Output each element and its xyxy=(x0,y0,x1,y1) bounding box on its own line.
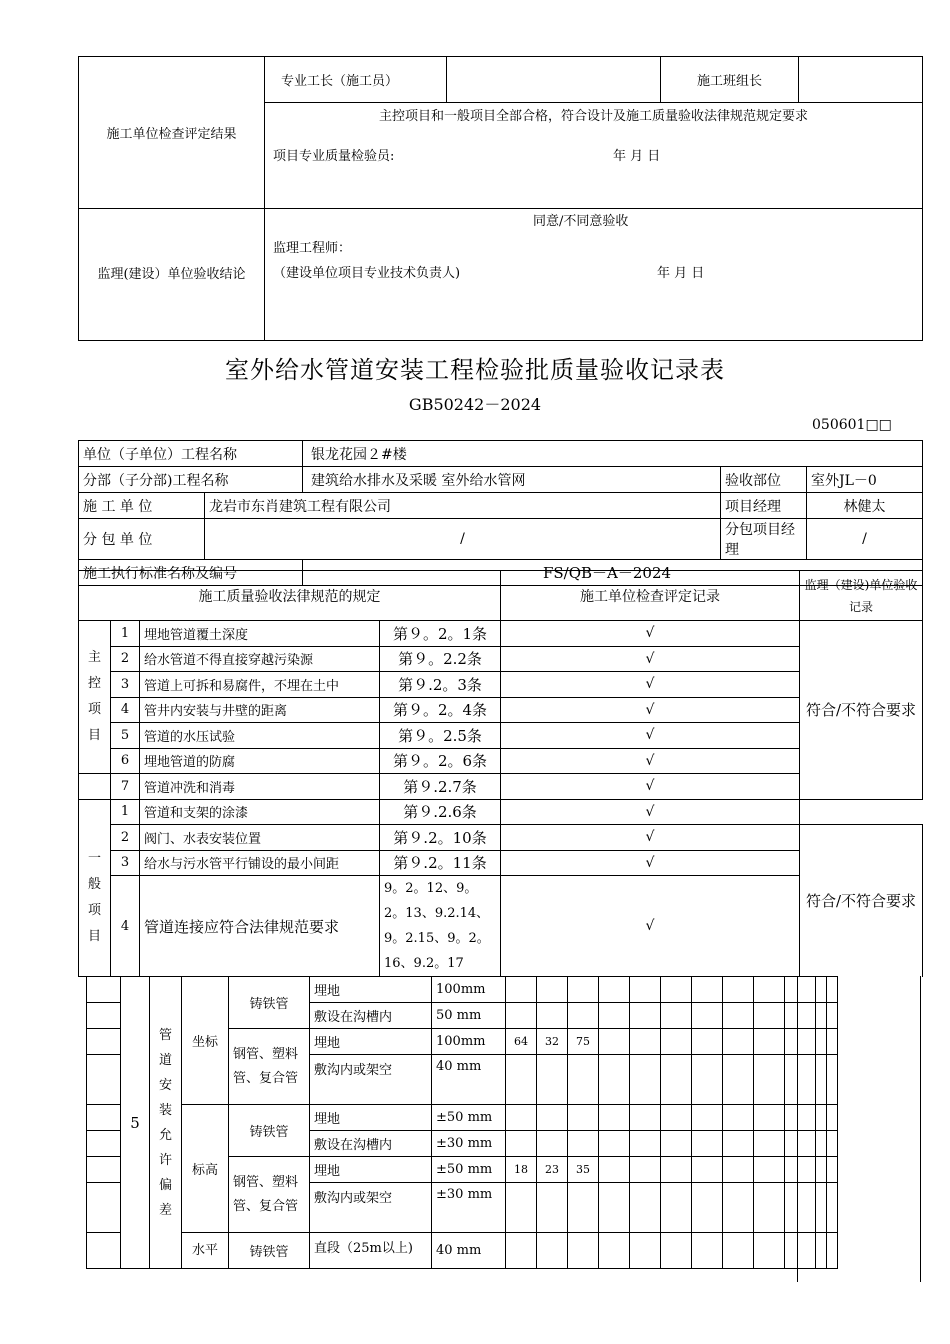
allowed-value: ±30 mm xyxy=(432,1131,506,1157)
item-name: 给水管道不得直接穿越污染源 xyxy=(140,646,380,672)
reading-cell[interactable] xyxy=(754,1003,785,1029)
reading-cell[interactable] xyxy=(816,977,827,1003)
pm-value: 林健太 xyxy=(807,493,923,519)
item-check: √ xyxy=(501,723,800,749)
item-check: √ xyxy=(501,774,800,800)
sub-label: 分 包 单 位 xyxy=(79,519,205,560)
part-value: 建筑给水排水及采暖 室外给水管网 xyxy=(303,467,721,493)
blank-cell xyxy=(87,1183,121,1233)
reading-cell[interactable] xyxy=(537,1105,568,1131)
builder-label: 施 工 单 位 xyxy=(79,493,205,519)
sub-value: / xyxy=(205,519,721,560)
reading-cell[interactable] xyxy=(537,1131,568,1157)
item-check: √ xyxy=(501,748,800,774)
item-check: √ xyxy=(501,697,800,723)
cast-iron-label: 铸铁管 xyxy=(229,1105,310,1157)
item-name: 给水与污水管平行铺设的最小间距 xyxy=(140,850,380,876)
reading-cell[interactable] xyxy=(785,977,816,1003)
placement-label: 敷设在沟槽内 xyxy=(310,1003,432,1029)
placement-label: 直段（25m以上) xyxy=(310,1233,432,1269)
tolerance-row xyxy=(87,1105,838,1131)
reading-cell[interactable] xyxy=(816,1157,827,1183)
reading-cell[interactable] xyxy=(661,1055,692,1105)
reading-cell[interactable] xyxy=(568,1055,599,1105)
reading-cell[interactable] xyxy=(568,1003,599,1029)
accept-part-label: 验收部位 xyxy=(721,467,807,493)
item-check: √ xyxy=(501,799,800,825)
inspector-label: 项目专业质量检验员: xyxy=(273,149,395,164)
cast-iron-label: 铸铁管 xyxy=(229,1233,310,1269)
reading-cell[interactable] xyxy=(537,1055,568,1105)
reading-cell[interactable] xyxy=(785,1105,816,1131)
reading-cell[interactable] xyxy=(630,1233,661,1269)
reading-cell[interactable] xyxy=(723,1055,754,1105)
reading-cell[interactable] xyxy=(568,1105,599,1131)
item-no: 6 xyxy=(111,748,140,774)
reading-cell[interactable]: 32 xyxy=(537,1029,568,1055)
reading-cell[interactable] xyxy=(661,1157,692,1183)
inspector-date: 年 月 日 xyxy=(613,149,661,164)
item-name: 管道连接应符合法律规范要求 xyxy=(140,876,380,977)
reading-cell[interactable] xyxy=(723,1233,754,1269)
reading-cell[interactable]: 35 xyxy=(568,1157,599,1183)
form-title: 室外给水管道安装工程检验批质量验收记录表 xyxy=(225,356,725,384)
reading-cell[interactable] xyxy=(754,977,785,1003)
reading-cell[interactable] xyxy=(816,1029,827,1055)
reading-cell[interactable] xyxy=(785,1157,816,1183)
standard-code: GB50242－2024 xyxy=(408,395,542,414)
blank-cell xyxy=(87,1233,121,1269)
item-check: √ xyxy=(501,825,800,851)
tolerance-label: 管道安装允许偏差 xyxy=(150,977,182,1269)
reading-cell[interactable] xyxy=(630,1055,661,1105)
reading-cell[interactable] xyxy=(827,1003,838,1029)
blank-cell xyxy=(87,1105,121,1131)
item-clause: 第９。2。4条 xyxy=(380,697,501,723)
reading-cell[interactable] xyxy=(692,977,723,1003)
item-name: 管道上可拆和易腐件，不埋在土中 xyxy=(140,672,380,698)
main-item-row xyxy=(79,723,923,749)
item-name: 管井内安装与井壁的距离 xyxy=(140,697,380,723)
placement-label: 埋地 xyxy=(310,1105,432,1131)
reading-cell[interactable] xyxy=(723,1003,754,1029)
item-check: √ xyxy=(501,876,800,977)
coord-label: 坐标 xyxy=(182,977,229,1105)
reading-cell[interactable] xyxy=(785,1183,816,1233)
reading-cell[interactable] xyxy=(661,1003,692,1029)
reading-cell[interactable] xyxy=(827,1233,838,1269)
std-label: 施工执行标准名称及编号 xyxy=(79,560,303,586)
inspect-result-cell xyxy=(265,103,923,209)
owner-label: （建设单位项目专业技术负责人) xyxy=(273,266,461,281)
reading-cell[interactable] xyxy=(506,1055,537,1105)
allowed-value: ±50 mm xyxy=(432,1105,506,1131)
reading-cell[interactable] xyxy=(599,1003,630,1029)
reading-cell[interactable] xyxy=(816,1003,827,1029)
empty-label-cell xyxy=(79,774,111,800)
item-check: √ xyxy=(501,672,800,698)
item-clause: 第９.2.7条 xyxy=(380,774,501,800)
reading-cell[interactable] xyxy=(661,977,692,1003)
reading-cell[interactable] xyxy=(827,1029,838,1055)
item-no: 7 xyxy=(111,774,140,800)
item-no: 4 xyxy=(111,697,140,723)
reading-cell[interactable] xyxy=(568,1183,599,1233)
allowed-value: 40 mm xyxy=(432,1233,506,1269)
reading-cell[interactable] xyxy=(599,977,630,1003)
info-table xyxy=(78,440,923,586)
right-border-line-2 xyxy=(920,976,921,1282)
reading-cell[interactable] xyxy=(630,1003,661,1029)
reading-cell[interactable] xyxy=(506,1105,537,1131)
reading-cell[interactable] xyxy=(785,1055,816,1105)
tolerance-no: 5 xyxy=(121,977,150,1269)
reading-cell[interactable] xyxy=(506,1233,537,1269)
item-no: 2 xyxy=(111,646,140,672)
reading-cell[interactable]: 75 xyxy=(568,1029,599,1055)
reading-cell[interactable] xyxy=(692,1055,723,1105)
reading-cell[interactable] xyxy=(754,1055,785,1105)
supervisor-header: 监理（建设)单位验收记录 xyxy=(800,571,923,621)
reading-cell[interactable] xyxy=(599,1157,630,1183)
blank-cell xyxy=(87,1055,121,1105)
reading-cell[interactable] xyxy=(568,1131,599,1157)
reading-cell[interactable] xyxy=(692,1003,723,1029)
reading-cell[interactable] xyxy=(827,1183,838,1233)
reading-cell[interactable] xyxy=(661,1233,692,1269)
item-clause: 第９。2.2条 xyxy=(380,646,501,672)
reading-cell[interactable] xyxy=(599,1105,630,1131)
item-name: 管道冲洗和消毒 xyxy=(140,774,380,800)
reading-cell[interactable] xyxy=(692,1157,723,1183)
reading-cell[interactable] xyxy=(537,977,568,1003)
reading-cell[interactable] xyxy=(599,1183,630,1233)
main-item-row xyxy=(79,646,923,672)
right-border-line xyxy=(797,976,798,1282)
steel-pipe-label: 钢管、塑料管、复合管 xyxy=(229,1029,310,1105)
main-item-row xyxy=(79,697,923,723)
general-items xyxy=(79,799,923,977)
reading-cell[interactable] xyxy=(816,1233,827,1269)
item-clause: 第９.2。11条 xyxy=(380,850,501,876)
reading-cell[interactable] xyxy=(816,1183,827,1233)
reading-cell[interactable] xyxy=(692,1131,723,1157)
reading-cell[interactable] xyxy=(785,1003,816,1029)
part-label: 分部（子分部)工程名称 xyxy=(79,467,303,493)
reading-cell[interactable] xyxy=(754,1233,785,1269)
reading-cell[interactable] xyxy=(785,1029,816,1055)
item-name: 埋地管道的防腐 xyxy=(140,748,380,774)
reading-cell[interactable] xyxy=(630,1157,661,1183)
blank-cell xyxy=(87,1157,121,1183)
item-check: √ xyxy=(501,850,800,876)
reading-cell[interactable] xyxy=(630,1029,661,1055)
reading-cell[interactable] xyxy=(692,1029,723,1055)
elev-label: 标高 xyxy=(182,1105,229,1233)
reading-cell[interactable] xyxy=(754,1157,785,1183)
reading-cell[interactable] xyxy=(506,977,537,1003)
item-name: 管道和支架的涂漆 xyxy=(140,799,380,825)
reading-cell[interactable] xyxy=(816,1131,827,1157)
general-item-row xyxy=(79,825,923,851)
item-no: 3 xyxy=(111,850,140,876)
reading-cell[interactable] xyxy=(723,1131,754,1157)
reading-cell[interactable] xyxy=(785,1131,816,1157)
item-name: 管道的水压试验 xyxy=(140,723,380,749)
blank-cell xyxy=(87,1131,121,1157)
allowed-value: ±50 mm xyxy=(432,1157,506,1183)
allowed-value: 50 mm xyxy=(432,1003,506,1029)
tolerance-row xyxy=(87,1233,838,1269)
item-check: √ xyxy=(501,646,800,672)
item-no: 1 xyxy=(111,799,140,825)
item-clause: 第９。2。6条 xyxy=(380,748,501,774)
supervise-date: 年 月 日 xyxy=(657,266,705,281)
reading-cell[interactable] xyxy=(506,1131,537,1157)
reading-cell[interactable] xyxy=(816,1055,827,1105)
reading-cell[interactable] xyxy=(785,1233,816,1269)
reading-cell[interactable] xyxy=(630,1131,661,1157)
team-leader-sign-field[interactable] xyxy=(799,57,923,103)
reading-cell[interactable] xyxy=(754,1183,785,1233)
blank-cell xyxy=(87,1029,121,1055)
supervise-conclusion-cell xyxy=(265,209,923,341)
reading-cell[interactable] xyxy=(692,1233,723,1269)
reading-cell[interactable] xyxy=(816,1105,827,1131)
reading-cell[interactable] xyxy=(827,977,838,1003)
reading-cell[interactable] xyxy=(827,1157,838,1183)
reading-cell[interactable]: 64 xyxy=(506,1029,537,1055)
rules-header: 施工质量验收法律规范的规定 xyxy=(79,571,501,621)
reading-cell[interactable] xyxy=(754,1029,785,1055)
reading-cell[interactable] xyxy=(599,1029,630,1055)
steel-pipe-label: 钢管、塑料管、复合管 xyxy=(229,1157,310,1233)
reading-cell[interactable] xyxy=(537,1233,568,1269)
reading-cell[interactable] xyxy=(630,1183,661,1233)
foreman-label: 专业工长（施工员） xyxy=(265,57,447,103)
reading-cell[interactable] xyxy=(723,1029,754,1055)
reading-cell[interactable] xyxy=(506,1003,537,1029)
reading-cell[interactable] xyxy=(723,1183,754,1233)
allowed-value: 100mm xyxy=(432,1029,506,1055)
general-items-label: 一般项目 xyxy=(79,799,111,977)
allowed-value: 40 mm xyxy=(432,1055,506,1105)
item-clause: 第９.2。3条 xyxy=(380,672,501,698)
tolerance-table xyxy=(86,976,838,1269)
allowed-value: 100mm xyxy=(432,977,506,1003)
horiz-label: 水平 xyxy=(182,1233,229,1269)
item-check: √ xyxy=(501,621,800,647)
item-no: 2 xyxy=(111,825,140,851)
inspect-result-text: 主控项目和一般项目全部合格，符合设计及施工质量验收法律规范规定要求 xyxy=(378,109,808,124)
placement-label: 敷沟内或架空 xyxy=(310,1183,432,1233)
main-item-row xyxy=(79,672,923,698)
placement-label: 敷沟内或架空 xyxy=(310,1055,432,1105)
main-item-row xyxy=(79,621,923,647)
item-name: 埋地管道覆土深度 xyxy=(140,621,380,647)
reading-cell[interactable] xyxy=(754,1131,785,1157)
supervise-conclusion-label: 监理(建设）单位验收结论 xyxy=(79,209,265,341)
reading-cell[interactable] xyxy=(630,977,661,1003)
accept-part-value: 室外JL－0 xyxy=(807,467,923,493)
reading-cell[interactable] xyxy=(537,1003,568,1029)
item-no: 5 xyxy=(111,723,140,749)
reading-cell[interactable] xyxy=(827,1131,838,1157)
item-name: 阀门、水表安装位置 xyxy=(140,825,380,851)
main-result: 符合/不符合要求 xyxy=(800,621,923,800)
placement-label: 埋地 xyxy=(310,1157,432,1183)
items-table xyxy=(78,570,923,977)
reading-cell[interactable] xyxy=(599,1055,630,1105)
foreman-sign-field[interactable] xyxy=(447,57,661,103)
main-item-row xyxy=(79,774,923,800)
form-number: 050601□□ xyxy=(812,417,892,433)
reading-cell[interactable] xyxy=(723,1157,754,1183)
item-no: 4 xyxy=(111,876,140,977)
general-result: 符合/不符合要求 xyxy=(800,825,923,977)
reading-cell[interactable] xyxy=(723,1105,754,1131)
reading-cell[interactable] xyxy=(599,1233,630,1269)
reading-cell[interactable] xyxy=(692,1105,723,1131)
sub-pm-label: 分包项目经理 xyxy=(721,519,807,560)
agree-text: 同意/不同意验收 xyxy=(533,214,629,229)
unit-label: 单位（子单位）工程名称 xyxy=(79,441,303,467)
item-clause: 第９。2。1条 xyxy=(380,621,501,647)
item-no: 3 xyxy=(111,672,140,698)
placement-label: 敷设在沟槽内 xyxy=(310,1131,432,1157)
placement-label: 埋地 xyxy=(310,1029,432,1055)
blank-cell xyxy=(87,977,121,1003)
blank-cell xyxy=(87,1003,121,1029)
main-items-label: 主控项目 xyxy=(79,621,111,774)
reading-cell[interactable]: 18 xyxy=(506,1157,537,1183)
reading-cell[interactable] xyxy=(537,1183,568,1233)
reading-cell[interactable] xyxy=(692,1183,723,1233)
reading-cell[interactable] xyxy=(827,1055,838,1105)
inspect-result-label: 施工单位检查评定结果 xyxy=(79,57,265,209)
reading-cell[interactable] xyxy=(723,977,754,1003)
item-clause: 9。2。12、9。2。13、9.2.14、9。2.15、9。2。16、9.2。17 xyxy=(380,876,501,977)
reading-cell[interactable] xyxy=(827,1105,838,1131)
general-item-row xyxy=(79,876,923,977)
reading-cell[interactable] xyxy=(506,1183,537,1233)
item-clause: 第９.2.6条 xyxy=(380,799,501,825)
main-item-row xyxy=(79,748,923,774)
item-clause: 第９。2.5条 xyxy=(380,723,501,749)
signoff-table xyxy=(78,56,923,341)
reading-cell[interactable] xyxy=(754,1105,785,1131)
placement-label: 埋地 xyxy=(310,977,432,1003)
engineer-label: 监理工程师： xyxy=(273,241,352,256)
tolerance-row xyxy=(87,977,838,1003)
reading-cell[interactable] xyxy=(630,1105,661,1131)
item-clause: 第９.2。10条 xyxy=(380,825,501,851)
builder-value: 龙岩市东肖建筑工程有限公司 xyxy=(205,493,721,519)
pm-label: 项目经理 xyxy=(721,493,807,519)
std-value: FS/QB－A－2024 xyxy=(303,560,923,586)
reading-cell[interactable] xyxy=(661,1029,692,1055)
team-leader-label: 施工班组长 xyxy=(661,57,799,103)
sub-pm-value: / xyxy=(807,519,923,560)
reading-cell[interactable] xyxy=(661,1183,692,1233)
record-header: 施工单位检查评定记录 xyxy=(501,571,800,621)
reading-cell[interactable] xyxy=(568,977,599,1003)
allowed-value: ±30 mm xyxy=(432,1183,506,1233)
unit-value: 银龙花园２#楼 xyxy=(303,441,923,467)
general-item-row xyxy=(79,799,923,825)
general-item-row xyxy=(79,850,923,876)
reading-cell[interactable] xyxy=(568,1233,599,1269)
main-items xyxy=(79,621,923,800)
reading-cell[interactable] xyxy=(599,1131,630,1157)
cast-iron-label: 铸铁管 xyxy=(229,977,310,1029)
reading-cell[interactable] xyxy=(661,1131,692,1157)
reading-cell[interactable]: 23 xyxy=(537,1157,568,1183)
reading-cell[interactable] xyxy=(661,1105,692,1131)
item-no: 1 xyxy=(111,621,140,647)
